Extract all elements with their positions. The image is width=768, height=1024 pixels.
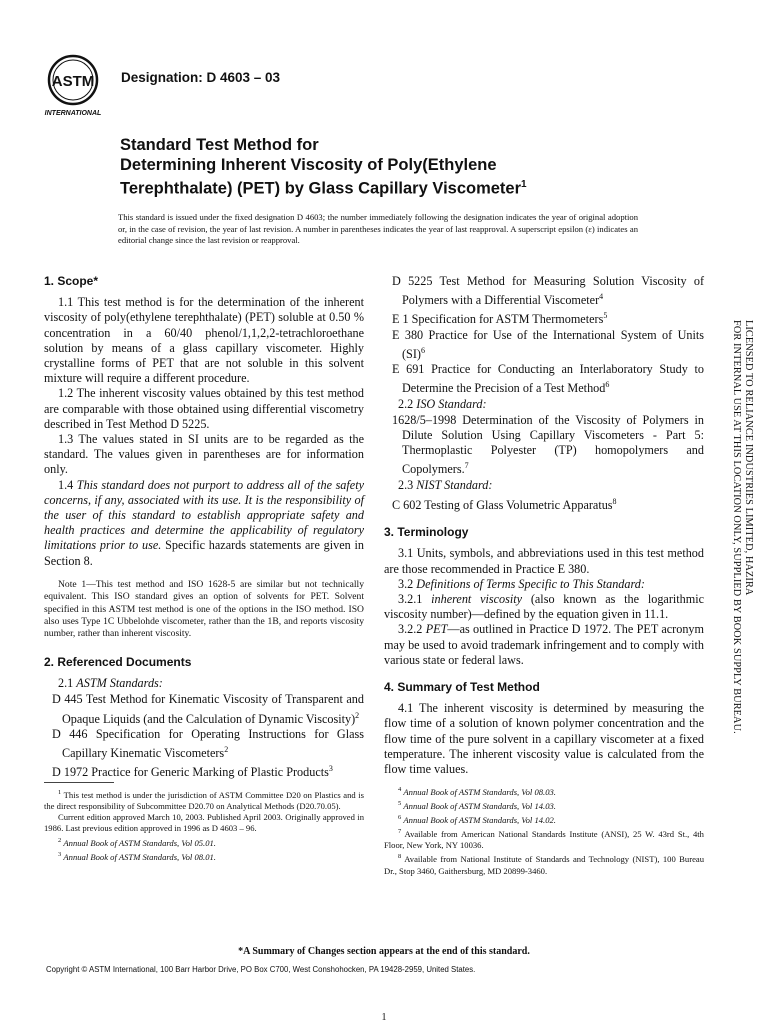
paragraph-number: 2.2: [398, 396, 414, 411]
footnote-text: Annual Book of ASTM Standards, Vol 08.03.: [403, 786, 556, 797]
license-line-1: LICENSED TO RELIANCE INDUSTRIES LIMITED, HAZIRA: [743, 320, 754, 596]
note-1: Note 1—This test method and ISO 1628-5 are similar but not technically equivalent. This ISO standard gives an option of solvents for PET. Solvent specified in this ASTM test method is one of the options in the ISO method. ISO also uses Type 1C Ubbelohde viscometer, rather than the 1B, and reports viscosity number, rather than inherent viscosity.: [44, 578, 364, 640]
footnotes-left: [44, 782, 364, 863]
footnote-1-edition: Current edition approved March 10, 2003. Published April 2003. Originally approved in 1986. Last previous edition approved in 1996 as D 4603 – 96.: [44, 812, 364, 834]
paragraph-number: 1.4: [58, 477, 74, 492]
paragraph-1-3: 1.3 The values stated in SI units are to be regarded as the standard. The values given in parentheses are for information only.: [44, 432, 364, 477]
logo-text: ASTM: [51, 73, 95, 90]
footnote-marker: 2: [58, 836, 62, 844]
footnote-text: Available from American National Standards Institute (ANSI), 25 W. 43rd St., 4th Floor, New York, NY 10036.: [384, 829, 704, 851]
footnote-marker: 1: [58, 789, 62, 796]
hazard-statement: Specific hazards statements are given in Section 8.: [44, 538, 365, 568]
document-title: [120, 135, 680, 199]
reference-text: E 691 Practice for Conducting an Interlaboratory Study to Determine the Precision of a Test Method: [392, 362, 704, 396]
paragraph-3-1: 3.1 Units, symbols, and abbreviations used in this test method are those recommended in Practice E 380.: [384, 546, 704, 576]
paragraph-3-2-2: [384, 622, 704, 668]
page-number: 1: [381, 1012, 387, 1023]
safety-caveat: This standard does not purport to address all of the safety concerns, if any, associated with its use. It is the responsibility of the user of this standard to establish appropriate safety and health practices and determine the applicability of regulatory limitations prior to use.: [44, 477, 364, 553]
copyright-notice: Copyright © ASTM International, 100 Barr Harbor Drive, PO Box C700, West Conshohocken, PA 19428-2959, United States.: [46, 965, 476, 974]
astm-logo-icon: [36, 52, 110, 118]
logo-subtext: INTERNATIONAL: [44, 110, 102, 117]
license-text: [730, 320, 754, 734]
footnote-marker: 8: [612, 496, 617, 506]
footnote-6: [384, 812, 704, 826]
paragraph-2-3: [398, 478, 704, 493]
definition-text: —as outlined in Practice D 1972. The PET acronym may be used to avoid trademark infringement and to comply with various state or federal laws.: [384, 622, 705, 667]
footnote-marker: 2: [355, 710, 360, 720]
paragraph-number: 2.1: [58, 676, 74, 691]
footnote-7: [384, 826, 704, 851]
reference-d446: [44, 727, 364, 761]
paragraph-number: 3.2.2: [398, 622, 423, 637]
footnote-marker: 7: [398, 828, 402, 836]
section-heading-summary: 4. Summary of Test Method: [384, 680, 540, 695]
footnote-text: This test method is under the jurisdiction of ASTM Committee D20 on Plastics and is the direct responsibility of Subcommittee D20.70 on Analytical Methods (D20.70.05).: [44, 789, 364, 812]
footnote-marker: 4: [599, 292, 604, 302]
left-column: [44, 270, 364, 781]
reference-c602: [384, 494, 704, 513]
footnote-divider: [44, 782, 114, 783]
footnote-text: Annual Book of ASTM Standards, Vol 08.01.: [63, 851, 216, 862]
paragraph-number: 3.2: [398, 576, 414, 591]
footnote-marker: 3: [328, 764, 333, 774]
footnote-text: Annual Book of ASTM Standards, Vol 14.02.: [403, 814, 556, 825]
subsection-label: ISO Standard:: [416, 396, 487, 411]
paragraph-1-2: 1.2 The inherent viscosity values obtained by this test method are comparable with those obtained using differential viscometry described in Test Method D 5225.: [44, 386, 364, 431]
footnote-marker: 6: [605, 380, 610, 390]
subsection-label: NIST Standard:: [416, 477, 493, 492]
reference-text: C 602 Testing of Glass Volumetric Apparatus: [392, 498, 613, 513]
title-line-3: [120, 175, 680, 199]
reference-text: 1628/5–1998 Determination of the Viscosity of Polymers in Dilute Solution Using Capillary Viscometers - Part 5: Thermoplastic Polyester (TP) homopolymers and Copolymers.: [392, 412, 704, 477]
footnote-text: Annual Book of ASTM Standards, Vol 05.01.: [63, 837, 216, 848]
reference-d5225: [384, 274, 704, 308]
footnote-text: Annual Book of ASTM Standards, Vol 14.03.: [403, 800, 556, 811]
footnote-marker: 4: [398, 786, 402, 793]
paragraph-number: 2.3: [398, 477, 414, 492]
footnote-marker: 7: [464, 461, 469, 471]
reference-text: D 5225 Test Method for Measuring Solution Viscosity of Polymers with a Differential Viscometer: [392, 274, 704, 308]
paragraph-3-2: [384, 577, 704, 592]
footnote-5: [384, 798, 704, 812]
subsection-label: Definitions of Terms Specific to This Standard:: [416, 576, 645, 591]
footnote-marker: 5: [603, 311, 608, 321]
footnote-marker: 5: [398, 800, 402, 808]
issuance-notice: This standard is issued under the fixed designation D 4603; the number immediately following the designation indicates the year of original adoption or, in the case of revision, the year of last revision. A number in parentheses indicates the year of last reapproval. A superscript epsilon (ε) indicates an editorial change since the last revision or reapproval.: [118, 212, 638, 245]
footnote-4: [384, 784, 704, 798]
subsection-label: ASTM Standards:: [76, 676, 163, 691]
footnote-marker: 6: [420, 345, 425, 355]
reference-text: E 1 Specification for ASTM Thermometers: [392, 312, 604, 327]
reference-text: D 1972 Practice for Generic Marking of Plastic Products: [52, 765, 329, 780]
paragraph-2-2: [398, 397, 704, 412]
footnote-1: [44, 787, 364, 812]
defined-term: PET: [425, 622, 448, 637]
reference-text: D 446 Specification for Operating Instructions for Glass Capillary Kinematic Viscometers: [52, 726, 364, 761]
definition-text: (also known as the logarithmic viscosity number)—defined by the equation given in 11.1.: [384, 592, 705, 622]
title-footnote-marker: 1: [521, 179, 527, 190]
summary-of-changes-note: *A Summary of Changes section appears at the end of this standard.: [238, 946, 530, 957]
section-heading-scope: 1. Scope*: [44, 274, 99, 288]
astm-logo: [36, 52, 110, 118]
title-line-3-text: Terephthalate) (PET) by Glass Capillary Viscometer: [120, 179, 522, 198]
title-line-2: Determining Inherent Viscosity of Poly(Ethylene: [120, 156, 497, 174]
footnote-marker: 3: [58, 850, 62, 858]
section-heading-terminology: 3. Terminology: [384, 525, 469, 540]
reference-iso-1628: [384, 413, 704, 478]
license-watermark: [730, 320, 768, 760]
paragraph-2-1: [58, 676, 364, 691]
defined-term: inherent viscosity: [431, 592, 523, 607]
footnote-marker: 6: [398, 814, 402, 822]
right-column: [384, 274, 704, 777]
footnote-2: [44, 835, 364, 849]
footnote-8: [384, 851, 704, 876]
section-heading-referenced-documents: 2. Referenced Documents: [44, 654, 192, 669]
paragraph-1-4: [44, 478, 364, 569]
footnote-marker: 8: [398, 853, 402, 861]
footnote-3: [44, 849, 364, 863]
designation: Designation: D 4603 – 03: [121, 70, 281, 85]
reference-d1972: [44, 761, 364, 780]
reference-text: E 380 Practice for Use of the International System of Units (SI): [392, 327, 704, 361]
reference-text: D 445 Test Method for Kinematic Viscosity of Transparent and Opaque Liquids (and the Calculation of Dynamic Viscosity): [52, 692, 364, 726]
reference-e380: [384, 328, 704, 362]
reference-e1: [384, 308, 704, 327]
footnote-marker: 2: [224, 744, 229, 754]
paragraph-3-2-1: [384, 592, 704, 622]
paragraph-1-1: 1.1 This test method is for the determination of the inherent viscosity of poly(ethylene terephthalate) (PET) soluble at 0.50 % concentration in a 60/40 phenol/1,1,2,2-tetrachloroethane solution by means of a glass capillary viscometer. Highly crystalline forms of PET that are not soluble in this solvent mixture will require a different procedure.: [44, 295, 364, 386]
paragraph-4-1: 4.1 The inherent viscosity is determined by measuring the flow time of a solution of known polymer concentration and the flow time of the pure solvent in a capillary viscometer at a fixed temperature. The inherent viscosity value is calculated from the flow time values.: [384, 701, 704, 777]
footnotes-right: [384, 784, 704, 877]
paragraph-number: 3.2.1: [398, 592, 423, 607]
reference-e691: [384, 362, 704, 396]
reference-d445: [44, 692, 364, 726]
license-line-2: FOR INTERNAL USE AT THIS LOCATION ONLY, SUPPLIED BY BOOK SUPPLY BUREAU.: [731, 320, 742, 734]
footnote-text: Available from National Institute of Standards and Technology (NIST), 100 Bureau Dr., Stop 3460, Gaithersburg, MD 20899-3460.: [384, 854, 704, 876]
title-line-1: Standard Test Method for: [120, 136, 319, 154]
